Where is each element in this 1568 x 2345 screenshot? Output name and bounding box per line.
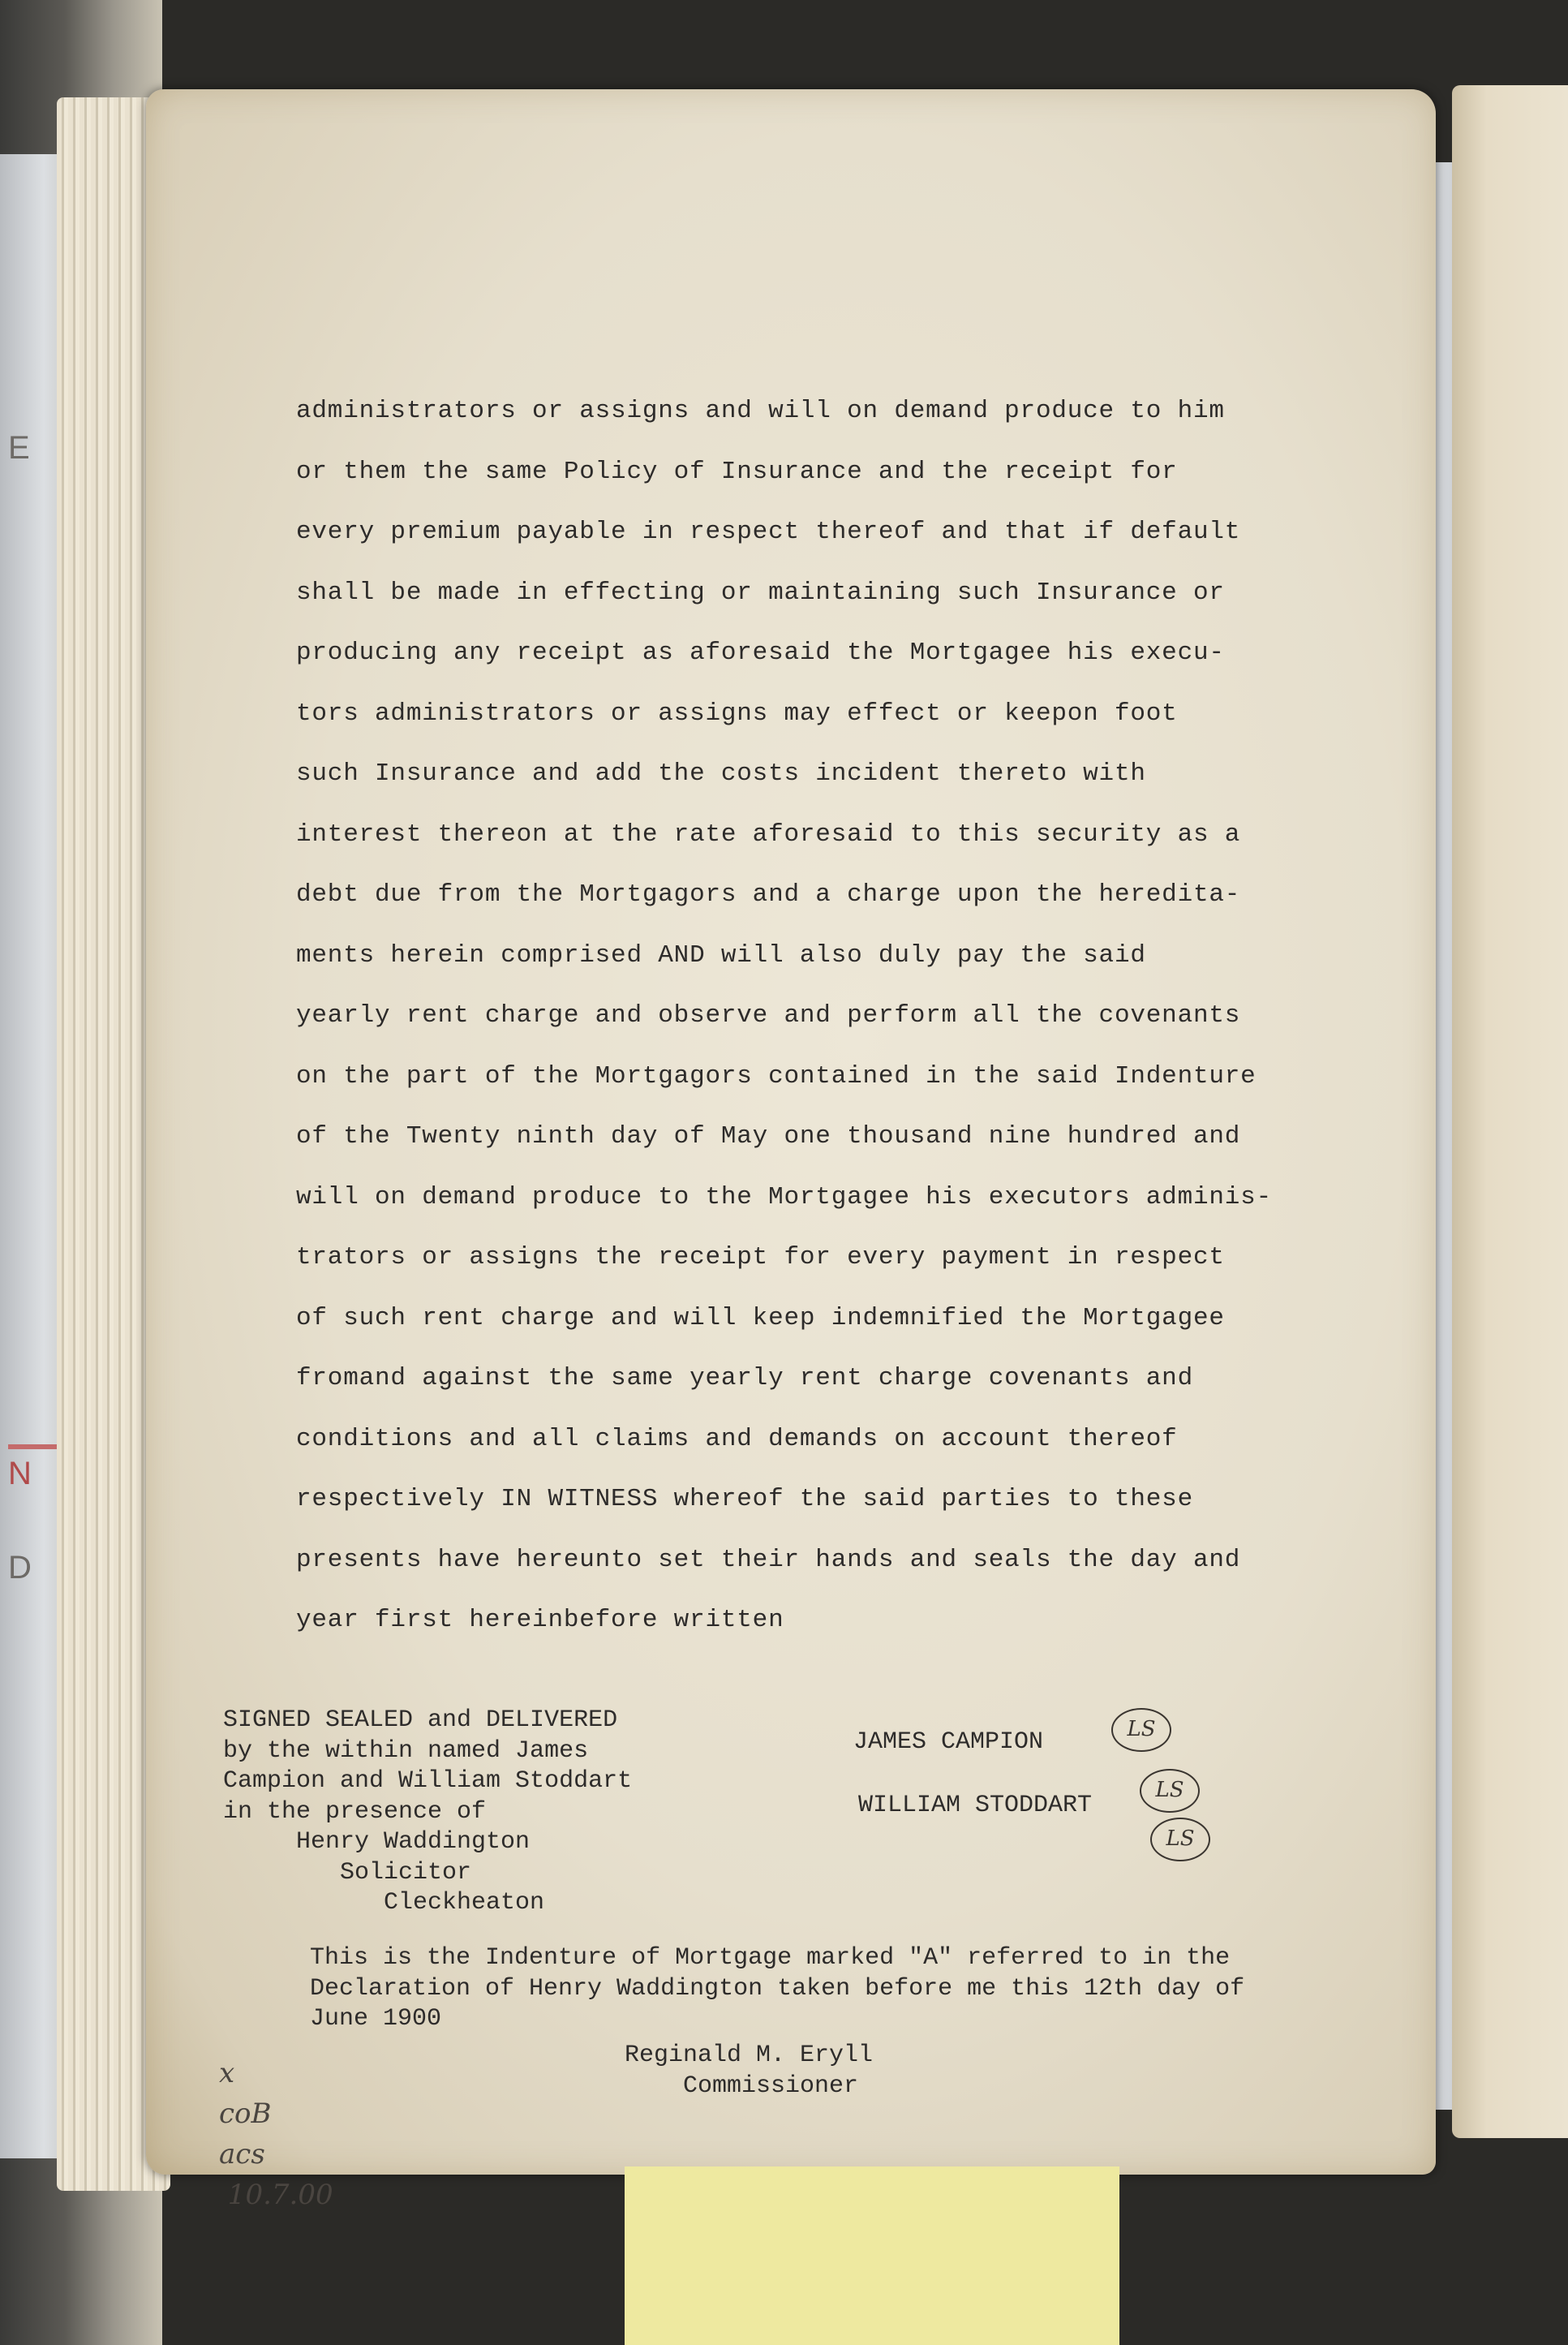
body-line: of the Twenty ninth day of May one thousand nine hundred and bbox=[296, 1122, 1241, 1151]
declaration-text: This is the Indenture of Mortgage marked "A" referred to in the Declaration of Henry Waddington taken before me this 12th day of June 1900 bbox=[310, 1944, 1245, 2033]
body-line: presents have hereunto set their hands and seals the day and bbox=[296, 1545, 1241, 1574]
body-line: shall be made in effecting or maintaining such Insurance or bbox=[296, 578, 1225, 607]
body-line: such Insurance and add the costs incident thereto with bbox=[296, 759, 1146, 788]
left-tab-mark: N bbox=[8, 1444, 65, 1492]
body-line: trators or assigns the receipt for every payment in respect bbox=[296, 1243, 1225, 1271]
body-line: will on demand produce to the Mortgagee his executors adminis- bbox=[296, 1182, 1272, 1211]
body-line: interest thereon at the rate aforesaid to this security as a bbox=[296, 820, 1241, 849]
body-line: administrators or assigns and will on demand produce to him bbox=[296, 397, 1225, 425]
body-line: yearly rent charge and observe and perform all the covenants bbox=[296, 1001, 1241, 1030]
body-line: on the part of the Mortgagors contained in the said Indenture bbox=[296, 1061, 1257, 1091]
signatory-name: WILLIAM STODDART bbox=[858, 1792, 1093, 1819]
seal-icon: LS bbox=[1150, 1818, 1210, 1861]
left-tab-mark: E bbox=[8, 430, 30, 466]
body-line: tors administrators or assigns may effect or keepon foot bbox=[296, 699, 1178, 728]
pencil-annotation: x coB acs 10.7.00 bbox=[219, 2057, 333, 2211]
body-line: or them the same Policy of Insurance and the receipt for bbox=[296, 457, 1178, 486]
signatory-name: JAMES CAMPION bbox=[853, 1728, 1044, 1756]
body-line: producing any receipt as aforesaid the Mortgagee his execu- bbox=[296, 639, 1225, 667]
commissioner-signature: Reginald M. Eryll Commissioner bbox=[625, 2042, 874, 2100]
body-line: conditions and all claims and demands on account thereof bbox=[296, 1424, 1178, 1453]
body-line: every premium payable in respect thereof and that if default bbox=[296, 518, 1241, 546]
seal-icon: LS bbox=[1140, 1769, 1200, 1813]
attestation-clause: SIGNED SEALED and DELIVERED by the within named James Campion and William Stoddart in the presence of Henry Waddington Solicitor Cleckheaton bbox=[223, 1706, 633, 1917]
body-line: fromand against the same yearly rent charge covenants and bbox=[296, 1364, 1193, 1392]
yellow-tab bbox=[625, 2166, 1119, 2345]
body-line: year first hereinbefore written bbox=[296, 1606, 784, 1634]
body-line: respectively IN WITNESS whereof the said parties to these bbox=[296, 1485, 1193, 1513]
body-line: ments herein comprised AND will also duly pay the said bbox=[296, 940, 1146, 970]
indenture-body bbox=[296, 381, 1351, 1651]
adjacent-page bbox=[1452, 85, 1568, 2138]
left-tab-mark: D bbox=[8, 1550, 32, 1586]
seal-icon: LS bbox=[1111, 1708, 1171, 1752]
body-line: debt due from the Mortgagors and a charge upon the heredita- bbox=[296, 880, 1241, 909]
body-line: of such rent charge and will keep indemnified the Mortgagee bbox=[296, 1303, 1225, 1332]
